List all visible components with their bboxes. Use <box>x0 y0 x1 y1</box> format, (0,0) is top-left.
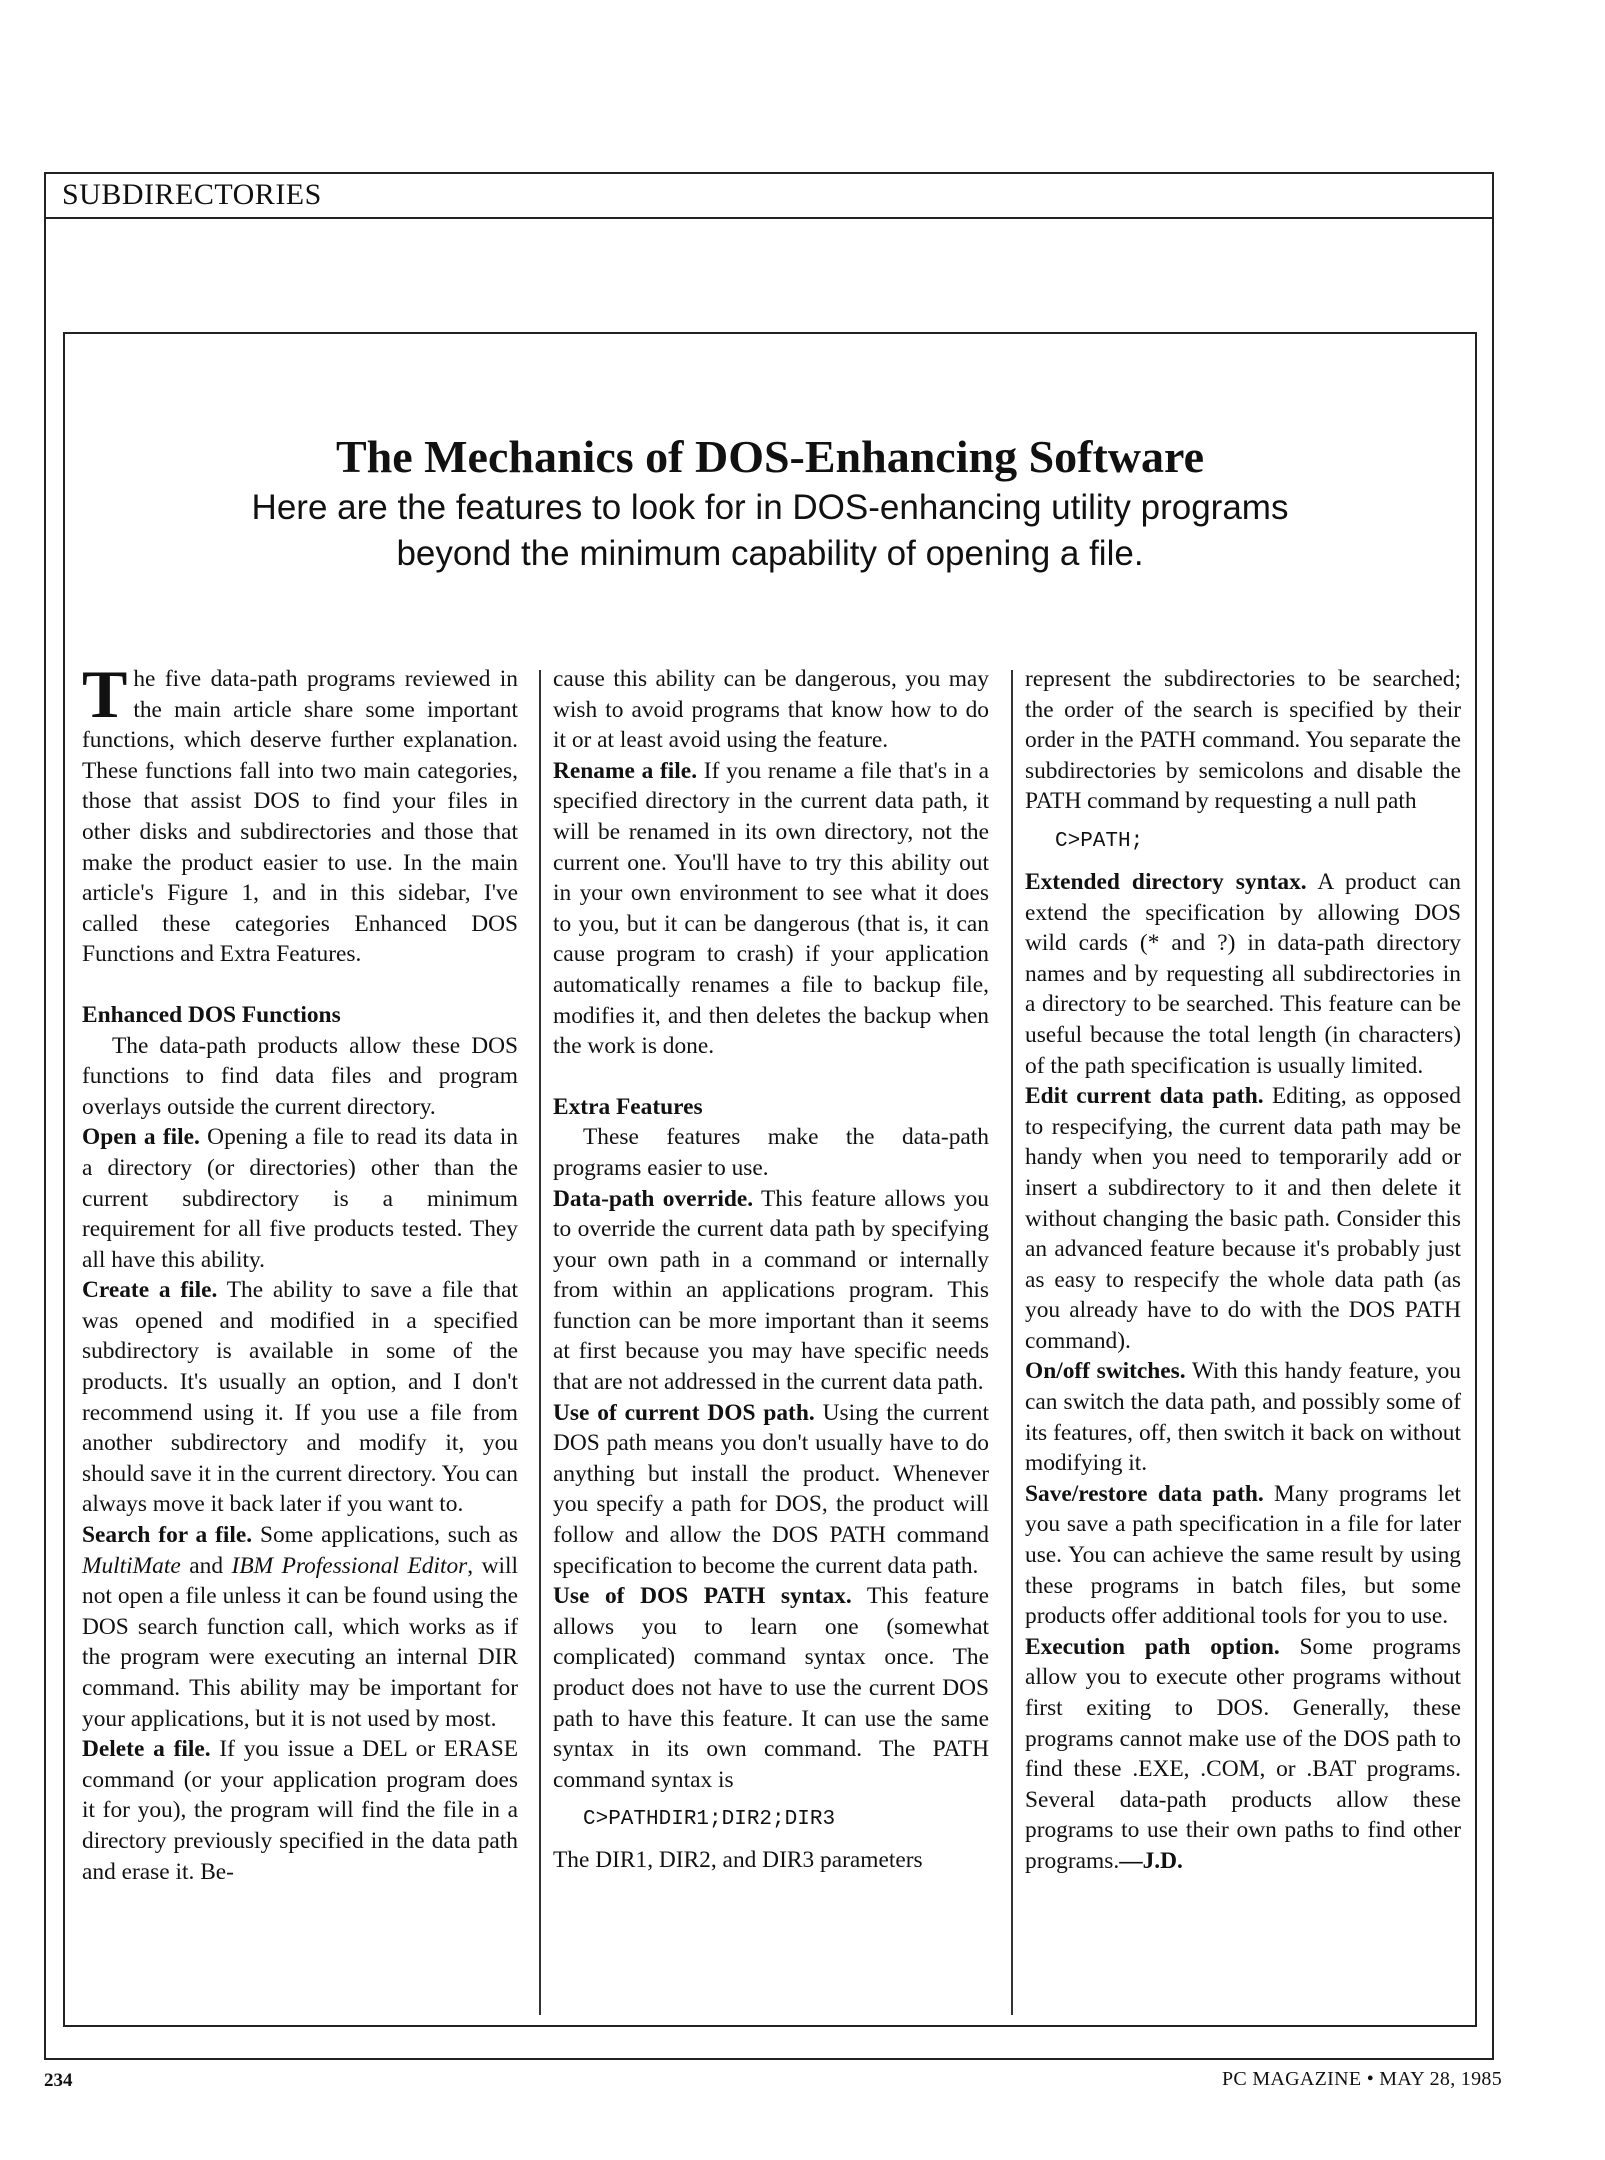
save-restore-paragraph: Save/restore data path. Many programs let you save a path specification in a file for later use. You can achieve the same result by using these programs in batch files, but some products offer additional tools for you to use. <box>1025 1480 1461 1630</box>
create-file-paragraph: Create a file. The ability to save a file that was opened and modified in a specified subdirectory is available in some of the products. It's usually an option, and I don't recommend using it. If you use a file from another subdirectory and modify it, you should save it in the current directory. You can always move it back later if you want to. <box>82 1277 518 1518</box>
override-paragraph: Data-path override. This feature allows you to override the current data path by specifying your own path in a command or internally from within an applications program. This function can be more important than it seems at first because you may have specific needs that are not addressed in the current data path. <box>553 1185 989 1396</box>
column-2-continuation: cause this ability can be dangerous, you may wish to avoid programs that know how to do it or at least avoid using the feature. <box>553 666 989 754</box>
column-divider-1 <box>539 670 541 2015</box>
intro-paragraph: The five data-path programs reviewed in the main article share some important functions, which deserve further explanation. These functions fall into two main categories, those that assist DOS to find your files in other disks and subdirectories and those that make the product easier to use. In the main article's Figure 1, and in this sidebar, I've called these categories Enhanced DOS Functions and Extra Features. <box>82 656 518 968</box>
delete-file-paragraph: Delete a file. If you issue a DEL or ERASE command (or your application program does it for you), the program will find the file in a directory previously specified in the data path and erase it. Be- <box>82 1736 518 1885</box>
parameters-paragraph: The DIR1, DIR2, and DIR3 parameters <box>553 1847 923 1874</box>
on-off-paragraph: On/off switches. With this handy feature, you can switch the data path, and possibly some of its features, off, then switch it back on without modifying it. <box>1025 1358 1461 1477</box>
use-current-path-paragraph: Use of current DOS path. Using the current DOS path means you don't usually have to do anything but install the product. Whenever you specify a path for DOS, the product will follow and allow the DOS PATH command specification to become the current data path. <box>553 1399 989 1579</box>
enhanced-intro: The data-path products allow these DOS functions to find data files and program overlays outside the current directory. <box>82 1032 518 1120</box>
null-path-code-example: C>PATH; <box>1055 829 1144 853</box>
column-1 <box>82 656 519 1887</box>
rename-file-paragraph: Rename a file. If you rename a file that's in a specified directory in the current data path, it will be renamed in its own directory, not the current one. You'll have to try this ability out in your own environment to see what it does to you, but it can be dangerous (that is, it can cause program to crash) if your application automatically renames a file to backup file, modifies it, and then deletes the backup when the work is done. <box>553 757 989 1060</box>
section-header-box <box>44 172 1494 219</box>
search-file-paragraph: Search for a file. Some applications, such as MultiMate and IBM Professional Editor, will not open a file unless it can be found using the DOS search function call, which works as if the program were executing an internal DIR command. This ability may be important for your applications, but it is not used by most. <box>82 1522 519 1732</box>
extra-intro: These features make the data-path programs easier to use. <box>553 1124 989 1181</box>
page-number: 234 <box>44 2070 73 2091</box>
path-code-example: C>PATHDIR1;DIR2;DIR3 <box>583 1808 836 1832</box>
execution-path-paragraph: Execution path option. Some programs allow you to execute other programs without first exiting to DOS. Generally, these programs cannot make use of the DOS path to find these .EXE, .COM, or .BAT programs. Several data-path products allow these programs to use their own paths to find other programs.—J.D. <box>1025 1633 1461 1874</box>
publication-line: PC MAGAZINE • MAY 28, 1985 <box>1221 2068 1502 2090</box>
enhanced-dos-heading: Enhanced DOS Functions <box>82 1001 341 1028</box>
sidebar-subtitle: Here are the features to look for in DOS-enhancing utility programs beyond the minimum capability of opening a file. <box>251 488 1289 573</box>
sidebar-title: The Mechanics of DOS-Enhancing Software <box>335 431 1205 482</box>
extended-syntax-paragraph: Extended directory syntax. A product can extend the specification by allowing DOS wild cards (* and ?) in data-path directory names and by requesting all subdirectories in a directory to be searched. This feature can be useful because the total length (in characters) of the path specification is usually limited. <box>1025 868 1462 1079</box>
author-signature: —J.D. <box>1119 1847 1183 1874</box>
column-3 <box>1025 664 1461 1877</box>
section-label: SUBDIRECTORIES <box>62 178 322 211</box>
column-3-continuation: represent the subdirectories to be searched; the order of the search is specified by their order in the PATH command. You separate the subdirectories by semicolons and disable the PATH command by requesting a null path <box>1025 666 1461 815</box>
column-divider-2 <box>1011 670 1013 2015</box>
path-syntax-paragraph: Use of DOS PATH syntax. This feature allows you to learn one (somewhat complicated) command syntax once. The product does not have to use the current DOS path to have this feature. It can use the same syntax in its own command. The PATH command syntax is <box>553 1583 990 1793</box>
column-2 <box>553 664 989 1876</box>
drop-cap: T <box>82 656 128 732</box>
open-file-paragraph: Open a file. Opening a file to read its data in a directory (or directories) other than the current subdirectory is a minimum requirement for all five products tested. They all have this ability. <box>82 1124 518 1273</box>
extra-features-heading: Extra Features <box>553 1093 703 1120</box>
edit-path-paragraph: Edit current data path. Editing, as opposed to respecifying, the current data path may be handy when you need to temporarily add or insert a subdirectory to it and then delete it without changing the basic path. Consider this an advanced feature because it's probably just as easy to respecify the whole data path (as you already have to do with the DOS PATH command). <box>1025 1083 1461 1354</box>
